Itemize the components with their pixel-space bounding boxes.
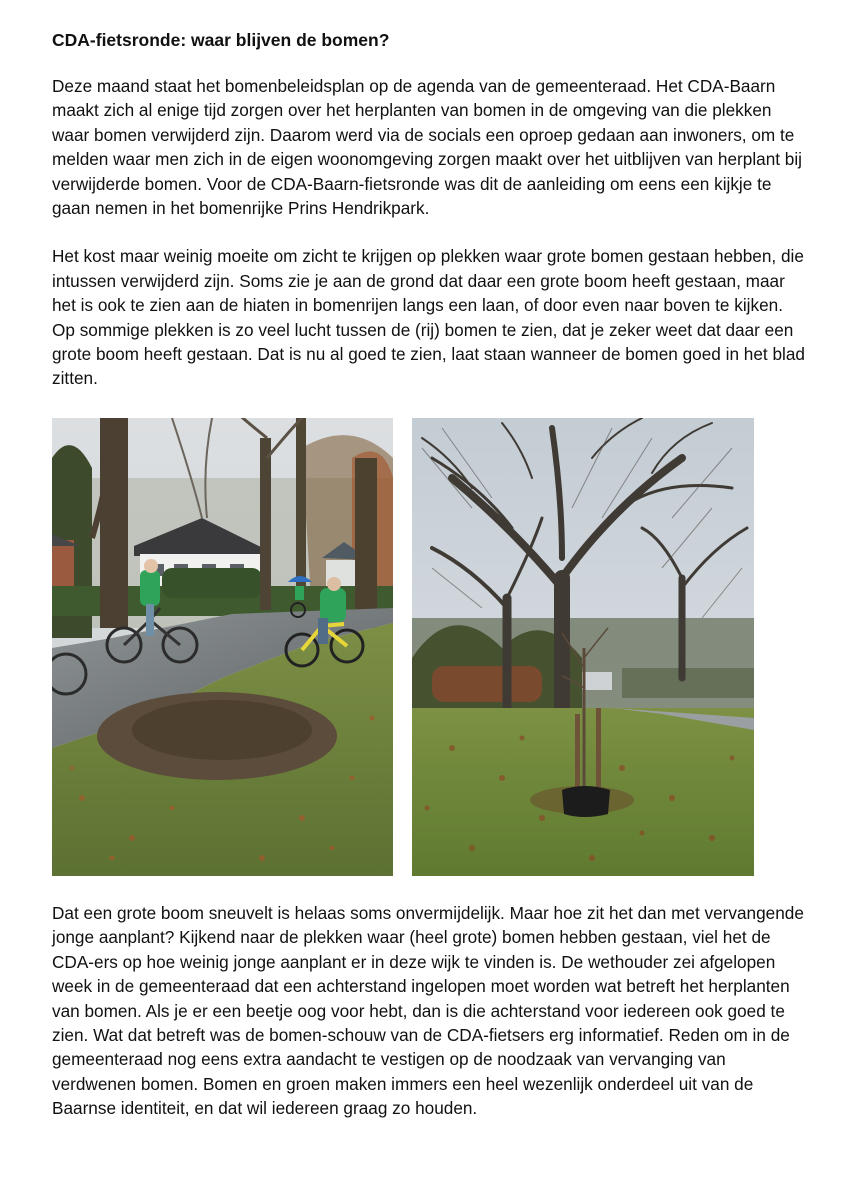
document-page	[52, 28, 812, 1121]
article-paragraph-3: Dat een grote boom sneuvelt is helaas soms onvermijdelijk. Maar hoe zit het dan met vervangende jonge aanplant? Kijkend naar de plekken waar (heel grote) bomen hebben gestaan, viel het de CDA-ers op hoe weinig jonge aanplant er in deze wijk te vinden is. De wethouder zei afgelopen week in de gemeenteraad dat een achterstand ingelopen moet worden wat betreft het herplanten van bomen. Als je er een beetje oog voor hebt, dan is die achterstand voor iedereen ook goed te zien. Wat dat betreft was de bomen-schouw van de CDA-fietsers erg informatief. Reden om in de gemeenteraad nog eens extra aandacht te vestigen op de noodzaak van vervanging van verdwenen bomen. Bomen en groen maken immers een heel wezenlijk onderdeel uit van de Baarnse identiteit, en dat wil iedereen graag zo houden.	[52, 902, 804, 1119]
photo-cyclists	[52, 418, 393, 876]
article-paragraph-2: Het kost maar weinig moeite om zicht te krijgen op plekken waar grote bomen gestaan hebben, die intussen verwijderd zijn. Soms zie je aan de grond dat daar een grote boom heeft gestaan, maar het is ook te zien aan de hiaten in bomenrijen langs een laan, of door even naar boven te kijken. Op sommige plekken is zo veel lucht tussen de (rij) bomen te zien, dat je zeker weet dat daar een grote boom heeft gestaan. Dat is nu al goed te zien, laat staan wanneer de bomen goed in het blad zitten.	[52, 246, 805, 389]
photo-row	[52, 418, 812, 876]
article-title: CDA-fietsronde: waar blijven de bomen?	[52, 30, 390, 50]
photo-young-tree	[412, 418, 754, 876]
article-paragraph-1: Deze maand staat het bomenbeleidsplan op de agenda van de gemeenteraad. Het CDA-Baarn maakt zich al enige tijd zorgen over het herplanten van bomen in de omgeving van die plekken waar bomen verwijderd zijn. Daarom werd via de socials een oproep gedaan aan inwoners, om te melden waar men zich in de eigen woonomgeving zorgen maakt over het uitblijven van herplant bij verwijderde bomen. Voor de CDA-Baarn-fietsronde was dit de aanleiding om eens een kijkje te gaan nemen in het bomenrijke Prins Hendrikpark.	[52, 76, 802, 219]
